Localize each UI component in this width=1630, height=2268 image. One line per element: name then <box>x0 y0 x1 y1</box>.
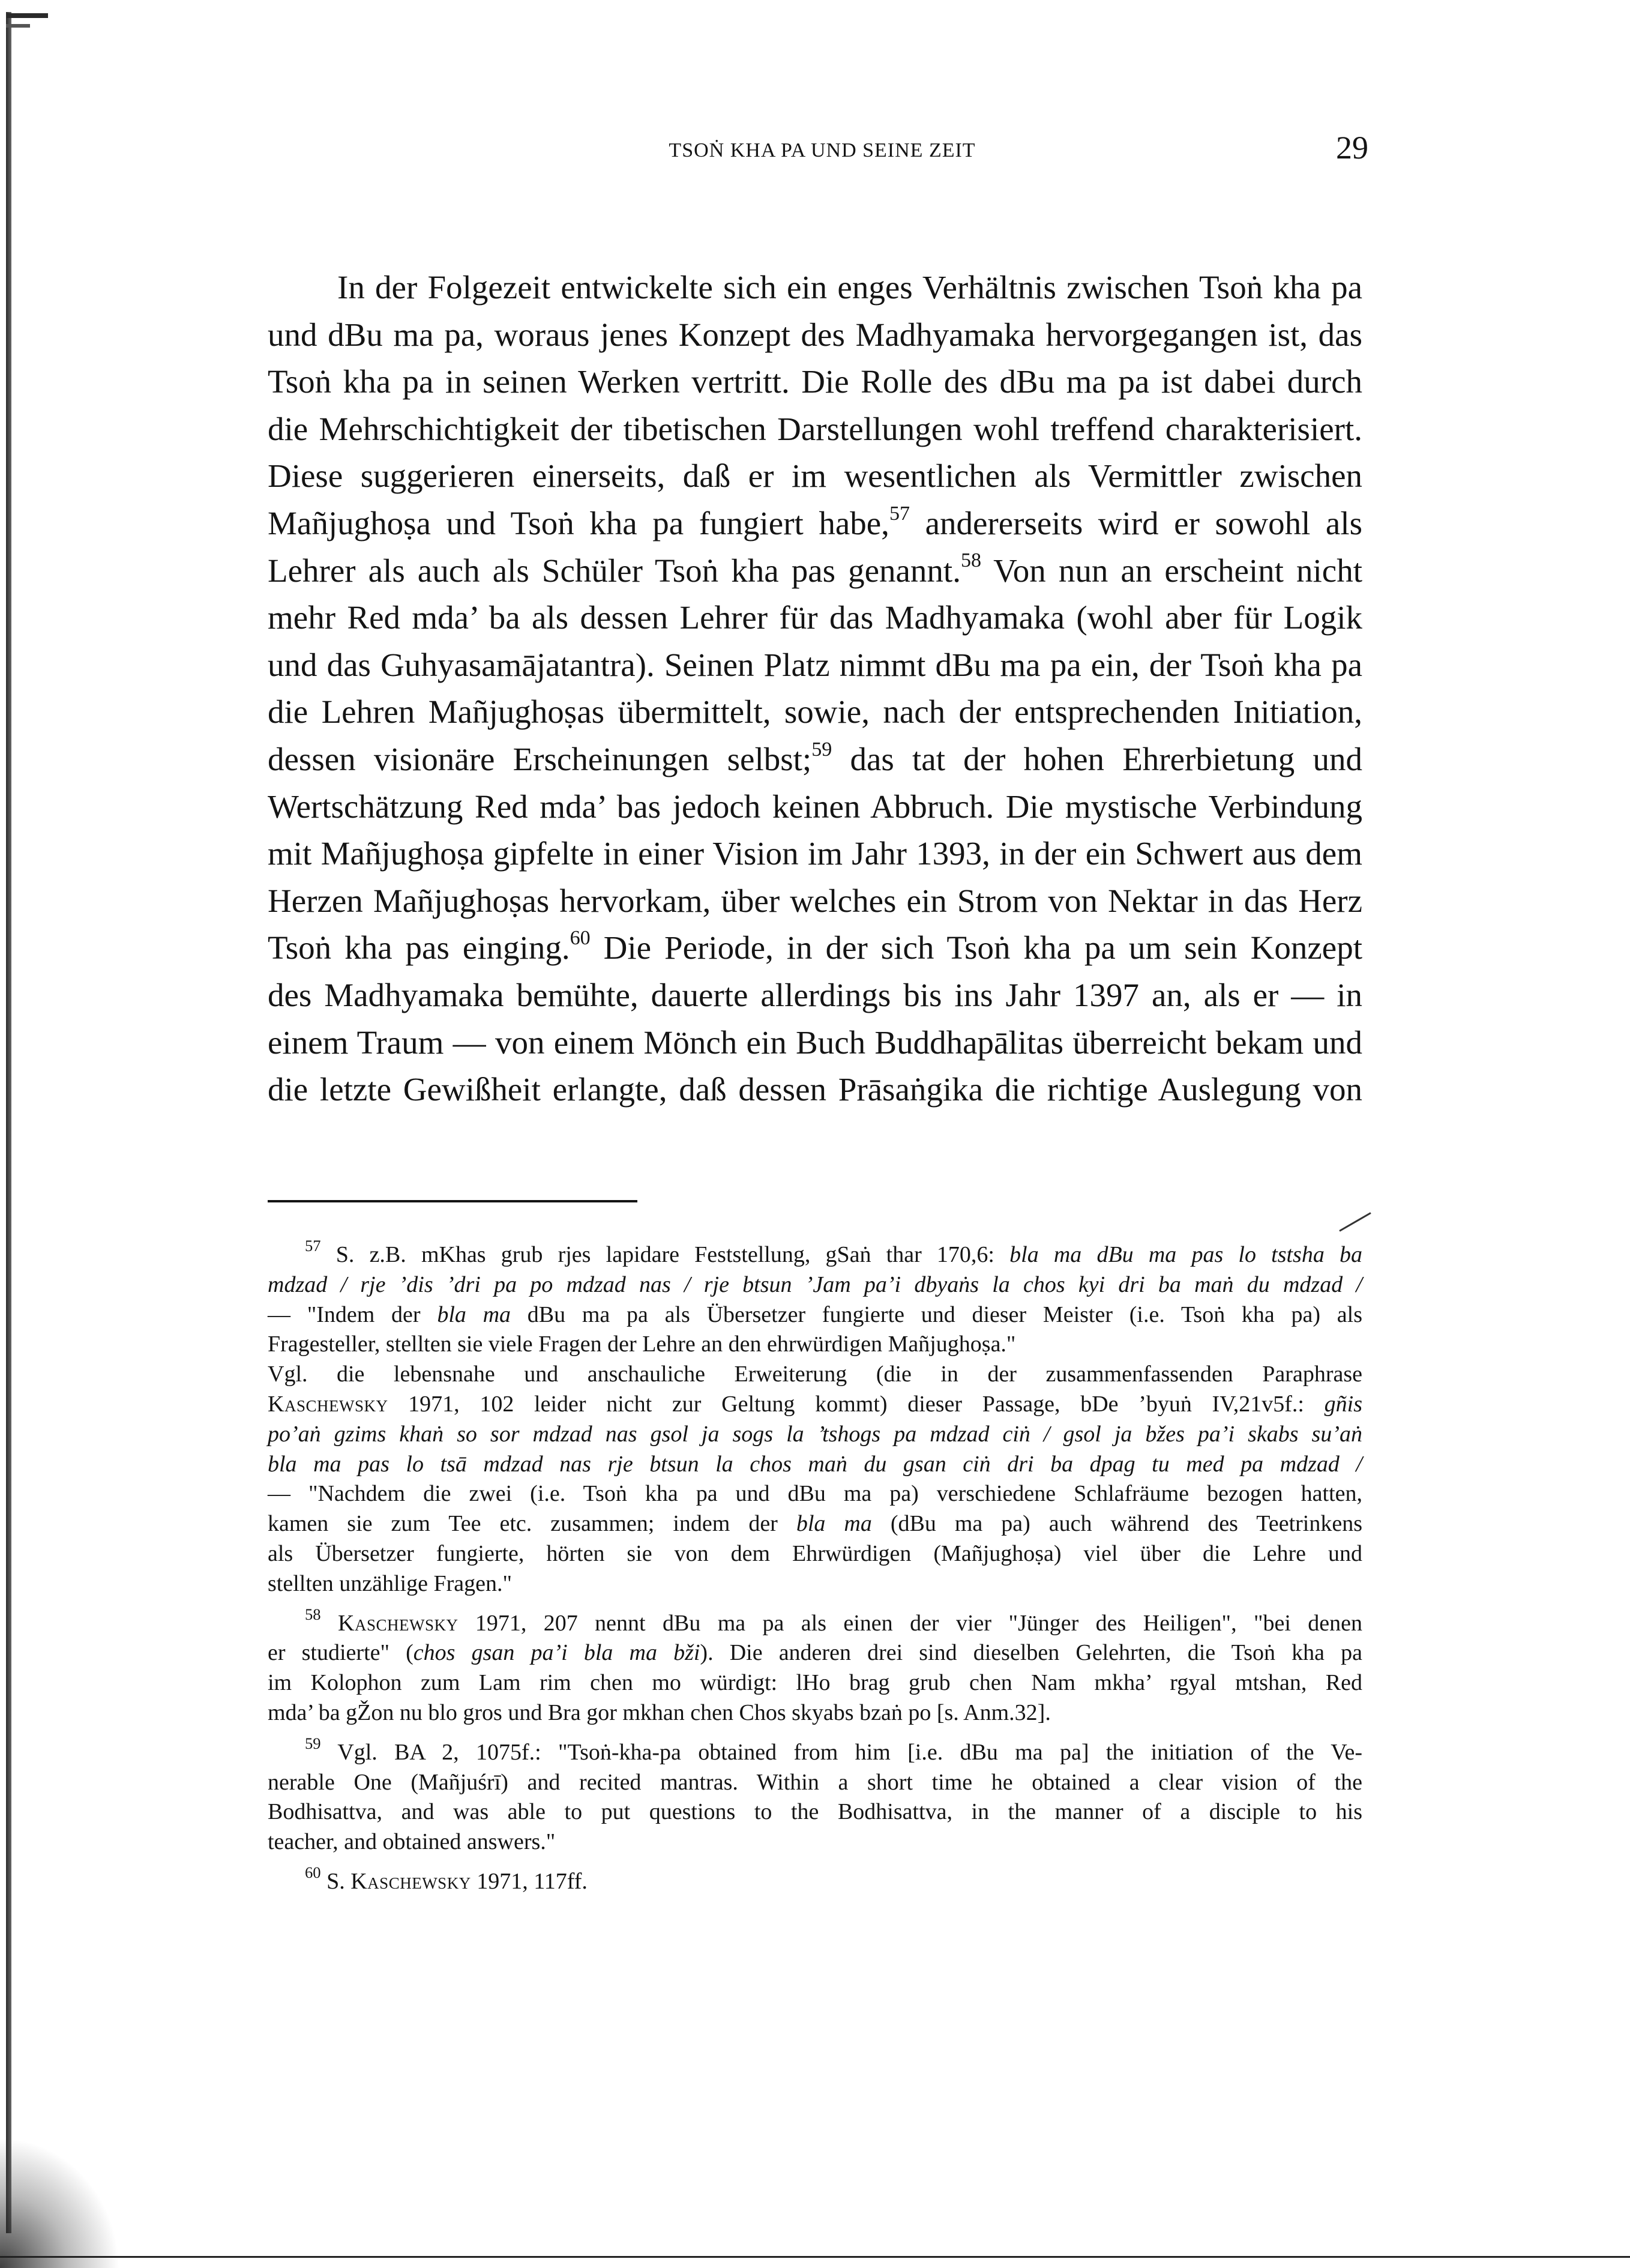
binding-hook-lower <box>6 24 30 28</box>
body-line: Tsoṅ kha pa in seinen Werken vertritt. Die Rolle des dBu ma pa ist dabei durch <box>268 363 1362 400</box>
footnote-line: Bodhisattva, and was able to put questions to the Bodhisattva, in the manner of a disciple to his <box>268 1799 1362 1825</box>
body-text: Tsoṅ kha pas einging. <box>268 929 570 967</box>
footnote-line: nerable One (Mañjuśrī) and recited mantras. Within a short time he obtained a clear vision of the <box>268 1769 1362 1795</box>
footnote-line: stellten unzählige Fragen." <box>268 1570 512 1596</box>
footnote-text: 1971, 207 nennt dBu ma pa als einen der vier "Jünger des Heiligen", "bei denen <box>475 1610 1363 1636</box>
footnote-number: 58 <box>305 1605 321 1623</box>
footnote-line <box>268 1390 1362 1420</box>
footnote-line <box>268 1300 1362 1330</box>
footnote-ref-59[interactable]: 59 <box>811 738 832 761</box>
tibetan-quote: bla ma pas lo tsā mdzad nas rje btsun la chos maṅ du gsan ciṅ dri ba dpag tu med pa mdzad / <box>268 1451 1362 1477</box>
footnote-text: 1971, 102 leider nicht zur Geltung kommt) dieser Passage, bDe ’byuṅ IV,21v5f.: <box>408 1391 1304 1417</box>
footnote-text: S. <box>326 1868 345 1894</box>
footnote-ref-58[interactable]: 58 <box>960 549 982 572</box>
page-number: 29 <box>1336 130 1368 166</box>
binding-edge <box>6 12 11 2233</box>
footnote-line: mda’ ba gŽon nu blo gros und Bra gor mkhan chen Chos skyabs bzaṅ po [s. Anm.32]. <box>268 1699 1051 1725</box>
tibetan-quote: po’aṅ gzims khaṅ so sor mdzad nas gsol ja sogs la ’tshogs pa mdzad ciṅ / gsol ja bžes pa’i skabs su’aṅ <box>268 1421 1362 1447</box>
author-name: Kaschewsky <box>338 1610 459 1636</box>
body-line: die letzte Gewißheit erlangte, daß dessen Prāsaṅgika die richtige Auslegung von <box>268 1071 1362 1108</box>
running-head: TSOṄ KHA PA UND SEINE ZEIT <box>669 139 976 161</box>
tibetan-term: bla ma <box>437 1301 511 1327</box>
footnote-text: — "Indem der <box>268 1301 421 1327</box>
footnote-text: S. z.B. mKhas grub rjes lapidare Feststellung, gSaṅ thar 170,6: <box>335 1242 994 1267</box>
body-text: das tat der hohen Ehrerbietung und <box>850 740 1363 777</box>
footnote-text: ). Die anderen drei sind dieselben Gelehrten, die Tsoṅ kha pa <box>700 1640 1362 1666</box>
author-name: Kaschewsky <box>268 1391 388 1417</box>
body-line: die Mehrschichtigkeit der tibetischen Darstellungen wohl treffend charakterisiert. <box>268 410 1362 447</box>
body-line: und dBu ma pa, woraus jenes Konzept des Madhyamaka hervorgegangen ist, das <box>268 316 1362 353</box>
footnote-text: 1971, 117ff. <box>477 1868 588 1894</box>
tibetan-quote: bla ma dBu ma pas lo tstsha ba <box>1009 1242 1362 1267</box>
footnote-59 <box>268 1734 1362 1857</box>
footnote-line <box>268 1509 1362 1539</box>
body-line: einem Traum — von einem Mönch ein Buch Buddhapālitas überreicht bekam und <box>268 1024 1362 1061</box>
footnote-57 <box>268 1237 1363 1599</box>
footnote-line <box>268 1237 1362 1270</box>
tibetan-quote: mdzad / rje ’dis ’dri pa po mdzad nas / rje btsun ’Jam pa’i dbyaṅs la chos kyi dri ba maṅ du mdzad / <box>268 1271 1362 1297</box>
body-text: andererseits wird er sowohl als <box>925 504 1363 541</box>
footnote-number: 57 <box>305 1237 321 1255</box>
body-line: Herzen Mañjughoṣas hervorkam, über welches ein Strom von Nektar in das Herz <box>268 882 1362 919</box>
tibetan-term: chos gsan pa’i bla ma bži <box>413 1640 700 1666</box>
body-line <box>268 547 1362 595</box>
footnote-60 <box>268 1863 1362 1897</box>
footnote-number: 59 <box>305 1734 321 1753</box>
footnote-line: Fragesteller, stellten sie viele Fragen der Lehre an den ehrwürdigen Mañjughoṣa." <box>268 1332 1016 1357</box>
footnote-line <box>268 1734 1362 1768</box>
footnote-ref-57[interactable]: 57 <box>889 502 910 525</box>
footnote-text: er studierte" ( <box>268 1640 414 1666</box>
body-line <box>268 736 1362 783</box>
footnote-text: kamen sie zum Tee etc. zusammen; indem der <box>268 1511 778 1537</box>
footnote-text: dBu ma pa als Übersetzer fungierte und dieser Meister (i.e. Tsoṅ kha pa) als <box>527 1301 1362 1327</box>
footnote-line: — "Nachdem die zwei (i.e. Tsoṅ kha pa und dBu ma pa) verschiedene Schlafräume bezogen hatten, <box>268 1481 1362 1507</box>
pencil-mark <box>1339 1212 1371 1232</box>
body-line <box>268 500 1362 547</box>
body-text: Mañjughoṣa und Tsoṅ kha pa fungiert habe, <box>268 504 889 541</box>
body-line: und das Guhyasamājatantra). Seinen Platz nimmt dBu ma pa ein, der Tsoṅ kha pa <box>268 646 1362 683</box>
body-text: dessen visionäre Erscheinungen selbst; <box>268 740 812 777</box>
main-text <box>268 264 1362 1114</box>
tibetan-term: bla ma <box>796 1511 872 1537</box>
body-line: In der Folgezeit entwickelte sich ein enges Verhältnis zwischen Tsoṅ kha pa <box>337 269 1362 306</box>
footnote-text: (dBu ma pa) auch während des Teetrinkens <box>890 1511 1362 1537</box>
body-text: Die Periode, in der sich Tsoṅ kha pa um sein Konzept <box>603 929 1362 967</box>
body-line: mit Mañjughoṣa gipfelte in einer Vision im Jahr 1393, in der ein Schwert aus dem <box>268 835 1362 872</box>
body-text: Von nun an erscheint nicht <box>993 552 1362 589</box>
footnote-line <box>268 1638 1362 1668</box>
footnote-line: als Übersetzer fungierte, hörten sie von dem Ehrwürdigen (Mañjughoṣa) viel über die Lehre und <box>268 1540 1362 1566</box>
author-name: Kaschewsky <box>350 1868 471 1894</box>
body-line: Wertschätzung Red mda’ bas jedoch keinen Abbruch. Die mystische Verbindung <box>268 788 1362 825</box>
footnote-line <box>268 1863 1362 1897</box>
binding-shadow <box>0 2137 120 2268</box>
body-line: Diese suggerieren einerseits, daß er im wesentlichen als Vermittler zwischen <box>268 457 1362 495</box>
footnote-ref-60[interactable]: 60 <box>570 926 591 949</box>
footnote-58 <box>268 1605 1363 1728</box>
scan-bottom-edge <box>0 2256 1630 2258</box>
footnote-line <box>268 1605 1363 1639</box>
tibetan-quote: gñis <box>1324 1391 1363 1417</box>
footnote-line: Vgl. die lebensnahe und anschauliche Erweiterung (die in der zusammenfassenden Paraphrase <box>268 1362 1362 1387</box>
footnote-number: 60 <box>305 1863 321 1882</box>
body-text: Lehrer als auch als Schüler Tsoṅ kha pas genannt. <box>268 552 961 589</box>
footnote-separator <box>268 1200 637 1202</box>
footnote-line: teacher, and obtained answers." <box>268 1829 556 1855</box>
binding-hook <box>6 13 48 18</box>
body-line <box>268 924 1362 972</box>
footnote-line: im Kolophon zum Lam rim chen mo würdigt: lHo brag grub chen Nam mkha’ rgyal mtshan, Red <box>268 1670 1362 1696</box>
footnotes <box>268 1237 1363 1907</box>
body-line: die Lehren Mañjughoṣas übermittelt, sowie, nach der entsprechenden Initiation, <box>268 693 1362 731</box>
footnote-line <box>268 1450 1362 1480</box>
body-line: des Madhyamaka bemühte, dauerte allerdings bis ins Jahr 1397 an, als er — in <box>268 976 1362 1013</box>
body-line: mehr Red mda’ ba als dessen Lehrer für das Madhyamaka (wohl aber für Logik <box>268 599 1362 636</box>
footnote-line <box>268 1420 1362 1450</box>
footnote-line <box>268 1270 1362 1300</box>
footnote-text: Vgl. BA 2, 1075f.: "Tsoṅ-kha-pa obtained from him [i.e. dBu ma pa] the initiation of the Ve- <box>337 1739 1362 1765</box>
